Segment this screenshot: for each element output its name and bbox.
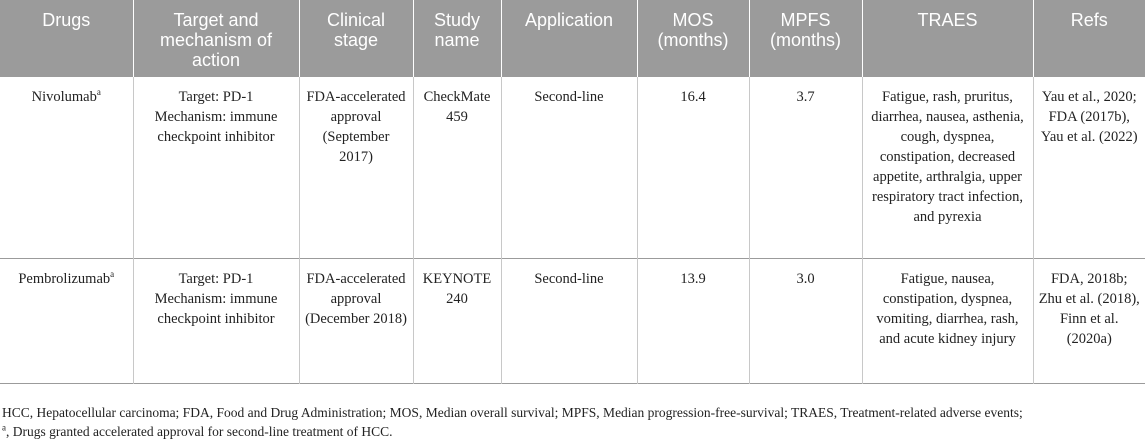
table-footnote: [2, 403, 1142, 441]
table-row: [0, 258, 1145, 383]
table-body: [0, 77, 1145, 383]
target-text: Target: PD-1: [178, 89, 254, 105]
header-clinical-stage: Clinical stage: [299, 0, 413, 77]
cell-traes: Fatigue, rash, pruritus, diarrhea, nausea, asthenia, cough, dyspnea, constipation, decreased appetite, arthralgia, upper respiratory tract infection, and pyrexia: [862, 77, 1033, 258]
cell-stage: FDA-accelerated approval (December 2018): [299, 258, 413, 383]
header-refs: Refs: [1033, 0, 1145, 77]
table-row: [0, 77, 1145, 258]
drug-name: Nivolumab: [31, 89, 97, 105]
cell-drug: [0, 77, 133, 258]
drug-name: Pembrolizumab: [18, 270, 111, 287]
header-drugs: Drugs: [42, 10, 91, 30]
cell-mpfs: 3.7: [749, 77, 862, 258]
cell-target: [133, 77, 299, 258]
drug-footnote-marker: a: [96, 87, 101, 98]
cell-application: Second-line: [501, 258, 637, 383]
footnote-abbreviations: HCC, Hepatocellular carcinoma; FDA, Food and Drug Administration; MOS, Median overall survival; MPFS, Median progression-free-survival; TRAES, Treatment-related adverse events;: [2, 405, 1023, 420]
table-header: [0, 0, 1145, 77]
cell-study: CheckMate 459: [413, 77, 501, 258]
cell-drug: [0, 258, 133, 383]
footnote-approval-text: , Drugs granted accelerated approval for second-line treatment of HCC.: [6, 424, 393, 439]
cell-target: [133, 258, 299, 383]
cell-mos: 13.9: [637, 258, 749, 383]
mechanism-text: Mechanism: immune checkpoint inhibitor: [154, 109, 278, 145]
cell-stage: FDA-accelerated approval (September 2017): [299, 77, 413, 258]
header-traes: TRAES: [862, 0, 1033, 77]
cell-application: Second-line: [501, 77, 637, 258]
mechanism-text: Mechanism: immune checkpoint inhibitor: [154, 290, 278, 327]
cell-mos: 16.4: [637, 77, 749, 258]
header-row: [0, 0, 1145, 77]
header-application: Application: [501, 0, 637, 77]
cell-study: KEYNOTE 240: [413, 258, 501, 383]
header-target: Target and mechanism of action: [133, 0, 299, 77]
header-study-name: Study name: [413, 0, 501, 77]
header-mpfs: MPFS (months): [749, 0, 862, 77]
cell-mpfs: 3.0: [749, 258, 862, 383]
cell-refs: Yau et al., 2020; FDA (2017b), Yau et al. (2022): [1033, 77, 1145, 258]
target-text: Target: PD-1: [178, 270, 254, 287]
drug-footnote-marker: a: [110, 268, 115, 279]
footnote-approval-note: [2, 422, 1142, 441]
cell-traes: Fatigue, nausea, constipation, dyspnea, vomiting, diarrhea, rash, and acute kidney injury: [862, 258, 1033, 383]
header-mos: MOS (months): [637, 0, 749, 77]
cell-refs: FDA, 2018b; Zhu et al. (2018), Finn et al. (2020a): [1033, 258, 1145, 383]
footnote-marker: a: [2, 422, 6, 433]
